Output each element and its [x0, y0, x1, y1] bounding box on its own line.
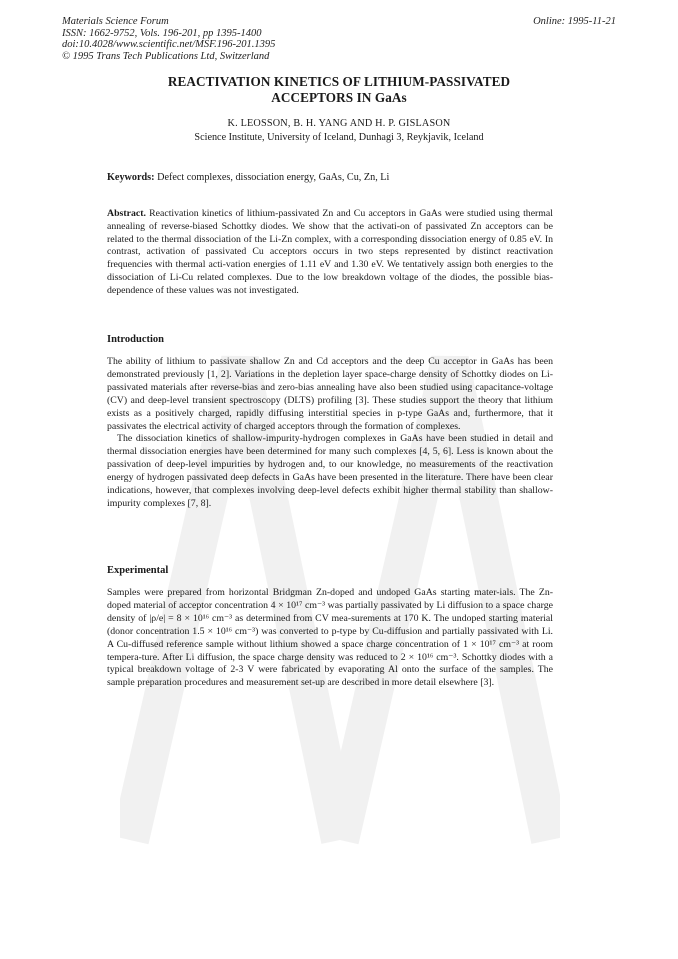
experimental-heading: Experimental: [107, 565, 169, 576]
experimental-body: [107, 587, 553, 690]
keywords-text: Defect complexes, dissociation energy, GaAs, Cu, Zn, Li: [157, 172, 390, 183]
author-list: K. LEOSSON, B. H. YANG AND H. P. GISLASON: [227, 118, 451, 129]
intro-paragraph-1: The ability of lithium to passivate shallow Zn and Cd acceptors and the deep Cu acceptor in GaAs has been demonstrated previously [1, 2]. Variations in the depletion layer space-charge density of Schottky diodes on Li-passivated materials after reverse-bias and zero-bias annealing have also been studied using capacitance-voltage (CV) and deep-level transient spectroscopy (DLTS) profiling [3]. These studies support the theory that lithium exists as a positively charged, rapidly diffusing interstitial species in p-type GaAs and, furthermore, that it passivates the electrical activity of charged acceptors through the formation of complexes.: [107, 356, 553, 432]
publication-header: [62, 16, 275, 62]
introduction-body: [107, 356, 553, 511]
intro-paragraph-2: The dissociation kinetics of shallow-impurity-hydrogen complexes in GaAs have been studied in detail and thermal dissociation energies have been determined for many such complexes [4, 5, 6]. Less is known about the passivation of deep-level impurities by hydrogen and, to our knowledge, no measurements of the reactivation energy of hydrogen passivated deep defects in GaAs have been presented in the literature. There have been clear indications, however, that complexes involving deep-level defects exhibit higher thermal stability than shallow-impurity complexes [7, 8].: [107, 433, 553, 509]
keywords-label: Keywords:: [107, 172, 155, 183]
title-line-2: ACCEPTORS IN GaAs: [271, 90, 407, 105]
journal-name: Materials Science Forum: [62, 16, 169, 27]
abstract-label: Abstract.: [107, 208, 146, 219]
paper-title: [80, 74, 598, 106]
copyright-line: © 1995 Trans Tech Publications Ltd, Switzerland: [62, 50, 270, 62]
introduction-heading: Introduction: [107, 334, 164, 345]
issn-line: ISSN: 1662-9752, Vols. 196-201, pp 1395-1400: [62, 27, 262, 39]
online-date: Online: 1995-11-21: [533, 16, 616, 27]
affiliation: Science Institute, University of Iceland, Dunhagi 3, Reykjavik, Iceland: [194, 132, 484, 143]
experimental-paragraph-1: Samples were prepared from horizontal Bridgman Zn-doped and undoped GaAs starting mater-ials. The Zn-doped material of acceptor concentration 4 × 10¹⁷ cm⁻³ was partially passivated by Li diffusion to a space charge density of |ρ/e| = 8 × 10¹⁶ cm⁻³ as determined from CV mea-surements at 170 K. The undoped starting material (donor concentration 1.5 × 10¹⁶ cm⁻³) was converted to p-type by Cu-diffusion and partially passivated with Li. A Cu-diffused reference sample without lithium showed a space charge concentration of 1 × 10¹⁷ cm⁻³ at room tempera-ture. After Li diffusion, the space charge density was reduced to 2 × 10¹⁶ cm⁻³. Schottky diodes with a typical breakdown voltage of 2-3 V were fabricated by evaporating Al onto the surface of the samples. The sample preparation procedures and measurement set-up are described in more detail elsewhere [3].: [107, 587, 553, 689]
keywords: [107, 172, 553, 183]
doi-line: doi:10.4028/www.scientific.net/MSF.196-201.1395: [62, 39, 276, 50]
abstract: [107, 208, 553, 298]
abstract-text: Reactivation kinetics of lithium-passivated Zn and Cu acceptors in GaAs were studied using thermal annealing of reverse-biased Schottky diodes. We show that the activati-on of passivated Zn acceptors can be related to the thermal dissociation of the Li-Zn complex, with a corresponding dissociation energy of 0.85 eV. In contrast, activation of passivated Cu acceptors occurs in two steps represented by distinct reactivation frequencies with thermal acti-vation energies of 1.11 eV and 1.30 eV. We tentatively assign both energies to the dissociation of Li-Cu related complexes. Due to the low breakdown voltage of the diodes, the possible bias-dependence of these values was not investigated.: [107, 208, 553, 296]
title-line-1: REACTIVATION KINETICS OF LITHIUM-PASSIVATED: [167, 74, 511, 89]
